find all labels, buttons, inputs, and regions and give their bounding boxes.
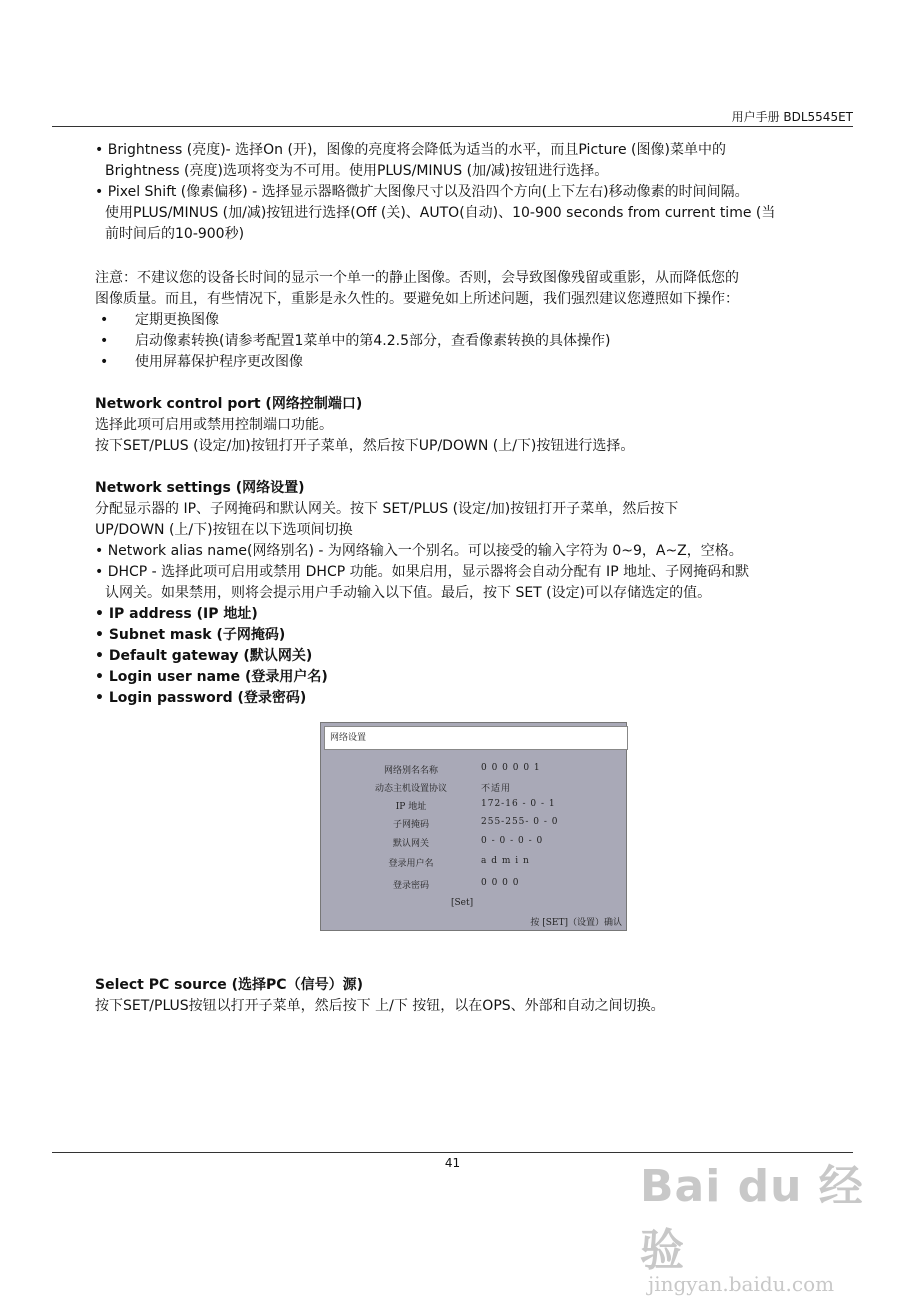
network-settings-title: Network settings (网络设置) <box>95 480 305 496</box>
osd-row-value: 172-16 - 0 - 1 <box>481 799 556 809</box>
network-control-port-desc: 选择此项可启用或禁用控制端口功能。 <box>95 417 333 433</box>
network-setting-item: • Default gateway (默认网关) <box>95 648 313 664</box>
note-line-2: 图像质量。而且，有些情况下，重影是永久性的。要避免如上所述问题，我们强烈建议您遵照如下操作： <box>95 291 739 307</box>
pixel-shift-line-3: 前时间后的10-900秒) <box>105 226 245 242</box>
baidu-watermark <box>640 1150 905 1296</box>
osd-row-label: 网络别名名称 <box>383 766 438 776</box>
osd-row-value: 0 0 0 0 <box>481 878 520 888</box>
page-header: 用户手册 BDL5545ET <box>731 110 853 124</box>
osd-row-label: IP 地址 <box>395 802 427 812</box>
network-setting-item: • Login password (登录密码) <box>95 690 307 706</box>
brightness-line-1: • Brightness (亮度)- 选择On (开)，图像的亮度将会降低为适当的水平，而且Picture (图像)菜单中的 <box>95 142 726 158</box>
page-content <box>95 140 855 709</box>
network-setting-item: • Subnet mask (子网掩码) <box>95 627 286 643</box>
osd-title: 网络设置 <box>324 726 628 750</box>
dhcp-item-line-2: 认网关。如果禁用，则将会提示用户手动输入以下值。最后，按下 SET (设定)可以存储选定的值。 <box>105 585 712 601</box>
network-setting-item: • Login user name (登录用户名) <box>95 669 328 685</box>
pixel-shift-line-2: 使用PLUS/MINUS (加/减)按钮进行选择(Off (关)、AUTO(自动)、10-900 seconds from current time (当 <box>105 205 776 221</box>
osd-row <box>321 836 626 850</box>
watermark-logo: Bai du 经验 <box>640 1161 864 1276</box>
osd-row-label: 登录用户名 <box>388 859 434 869</box>
osd-row-value: 0 - 0 - 0 - 0 <box>481 836 544 846</box>
osd-row <box>321 781 626 795</box>
pixel-shift-line-1: • Pixel Shift (像素偏移) - 选择显示器略微扩大图像尺寸以及沿四个方向(上下左右)移动像素的时间间隔。 <box>95 184 749 200</box>
dhcp-item-line-1: • DHCP - 选择此项可启用或禁用 DHCP 功能。如果启用，显示器将会自动分配有 IP 地址、子网掩码和默 <box>95 564 750 580</box>
osd-hint: 按 [SET]（设置）确认 <box>530 918 622 928</box>
network-settings-osd-screenshot <box>320 722 627 931</box>
osd-row-value: 255-255- 0 - 0 <box>481 817 559 827</box>
pc-source-section <box>95 975 855 1017</box>
watermark-url: jingyan.baidu.com <box>648 1272 835 1296</box>
network-control-port-title: Network control port (网络控制端口) <box>95 396 363 412</box>
brightness-line-2: Brightness (亮度)选项将变为不可用。使用PLUS/MINUS (加/减)按钮进行选择。 <box>105 163 609 179</box>
header-rule <box>52 126 853 127</box>
note-line-1: 注意：不建议您的设备长时间的显示一个单一的静止图像。否则，会导致图像残留或重影，从而降低您的 <box>95 270 739 286</box>
osd-row-label: 动态主机设置协议 <box>374 784 447 794</box>
network-control-port-instructions: 按下SET/PLUS (设定/加)按钮打开子菜单，然后按下UP/DOWN (上/下)按钮进行选择。 <box>95 438 635 454</box>
osd-row-value: 0 0 0 0 0 1 <box>481 763 541 773</box>
pc-source-title: Select PC source (选择PC（信号）源) <box>95 977 363 993</box>
osd-row-label: 默认网关 <box>392 839 429 849</box>
osd-row <box>321 763 626 777</box>
osd-row-label: 子网掩码 <box>392 820 429 830</box>
note-item: • 使用屏幕保护程序更改图像 <box>95 352 855 373</box>
osd-row <box>321 799 626 813</box>
note-item: • 定期更换图像 <box>95 310 855 331</box>
network-setting-item: • IP address (IP 地址) <box>95 606 258 622</box>
pc-source-desc: 按下SET/PLUS按钮以打开子菜单，然后按下 上/下 按钮，以在OPS、外部和自动之间切换。 <box>95 998 665 1014</box>
note-list <box>95 310 855 373</box>
network-alias-item: • Network alias name(网络别名) - 为网络输入一个别名。可以接受的输入字符为 0~9，A~Z，空格。 <box>95 543 743 559</box>
page-number: 41 <box>444 1156 461 1170</box>
osd-row <box>321 878 626 892</box>
osd-set-label: [Set] <box>451 898 474 908</box>
osd-row-value: 不适用 <box>481 784 512 794</box>
network-settings-desc-2: UP/DOWN (上/下)按钮在以下选项间切换 <box>95 522 353 538</box>
osd-row-value: a d m i n <box>481 856 530 866</box>
osd-row-label: 登录密码 <box>392 881 429 891</box>
note-item: • 启动像素转换(请参考配置1菜单中的第4.2.5部分，查看像素转换的具体操作) <box>95 331 855 352</box>
osd-row <box>321 856 626 870</box>
network-settings-desc-1: 分配显示器的 IP、子网掩码和默认网关。按下 SET/PLUS (设定/加)按钮打开子菜单，然后按下 <box>95 501 679 517</box>
osd-row <box>321 817 626 831</box>
